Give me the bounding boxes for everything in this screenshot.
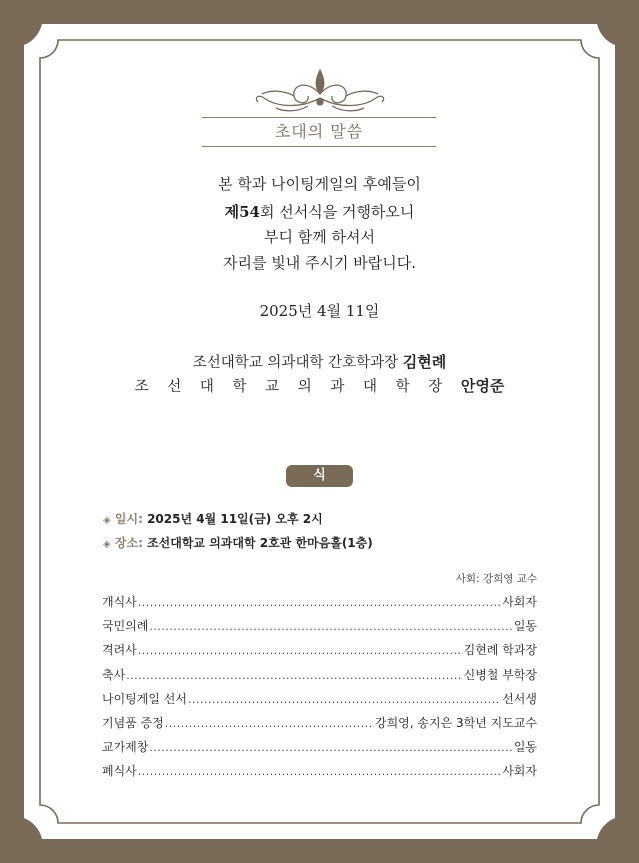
dot-leader bbox=[138, 644, 463, 657]
program-item: 개식사 bbox=[102, 595, 137, 609]
order-of-ceremony-badge: 식 순 bbox=[286, 465, 353, 487]
program-item: 축사 bbox=[102, 667, 126, 682]
invitation-line-2 bbox=[100, 201, 539, 222]
program-item: 폐식사 bbox=[102, 764, 137, 779]
program-by: 사회자 bbox=[502, 764, 537, 779]
place-row bbox=[103, 534, 373, 551]
program-row bbox=[102, 714, 537, 738]
dot-leader bbox=[149, 741, 512, 754]
invitation-line-4: 자리를 빛내 주시기 바랍니다. bbox=[223, 254, 416, 272]
fleur-ornament-icon bbox=[248, 68, 392, 116]
program-by: 사회자 bbox=[502, 595, 537, 609]
invitation-line-2-text: 회 선서식을 거행하오니 bbox=[259, 203, 415, 221]
invitation-line-3: 부디 함께 하셔서 bbox=[264, 228, 375, 246]
program-by: 선서생 bbox=[502, 691, 537, 706]
title-top-rule bbox=[202, 117, 436, 118]
datetime-key: 일시: bbox=[114, 512, 143, 526]
dot-leader bbox=[165, 717, 374, 730]
place-value: 조선대학교 의과대학 2호관 한마음홀(1층) bbox=[147, 536, 373, 550]
program-by: 강희영, 송지은 3학년 지도교수 bbox=[375, 715, 537, 730]
signature-line-2 bbox=[100, 375, 539, 396]
program-row bbox=[102, 738, 537, 762]
ceremony-date: 2025년 4월 11일 bbox=[259, 302, 380, 320]
program-row bbox=[102, 641, 537, 665]
dot-leader bbox=[188, 693, 501, 706]
program-by: 일동 bbox=[513, 740, 537, 755]
dot-leader bbox=[138, 596, 501, 609]
ceremony-number: 제54 bbox=[224, 203, 260, 221]
program-row bbox=[102, 593, 537, 617]
program-item: 기념품 증정 bbox=[102, 715, 164, 730]
host-label: 사회: 강희영 교수 bbox=[455, 573, 537, 585]
datetime-row bbox=[103, 510, 323, 527]
place-key: 장소: bbox=[114, 536, 143, 550]
program-item: 국민의례 bbox=[102, 619, 149, 634]
program-item: 나이팅게일 선서 bbox=[102, 691, 187, 706]
program-item: 격려사 bbox=[102, 643, 137, 658]
dot-leader bbox=[126, 669, 462, 682]
program-row bbox=[102, 762, 537, 786]
datetime-value: 2025년 4월 11일(금) 오후 2시 bbox=[147, 512, 323, 526]
dot-leader bbox=[138, 765, 501, 778]
signature-title: 조 선 대 학 교 의 과 대 학 장 bbox=[134, 379, 461, 395]
diamond-bullet-icon: ◈ bbox=[103, 539, 111, 550]
diamond-bullet-icon: ◈ bbox=[103, 515, 111, 526]
signature-name: 김현례 bbox=[402, 353, 447, 371]
signature-line-1 bbox=[100, 351, 539, 372]
program-row bbox=[102, 666, 537, 690]
program-by: 신병철 부학장 bbox=[463, 667, 537, 682]
program-by: 김현례 학과장 bbox=[463, 643, 537, 658]
page-title: 초대의 말씀 bbox=[274, 122, 364, 141]
dot-leader bbox=[149, 620, 512, 633]
program-item: 교가제창 bbox=[102, 740, 149, 755]
invitation-line-1: 본 학과 나이팅게일의 후예들이 bbox=[218, 175, 421, 193]
signature-name: 안영준 bbox=[460, 377, 505, 395]
program-row bbox=[102, 690, 537, 714]
program-row bbox=[102, 617, 537, 641]
signature-title: 조선대학교 의과대학 간호학과장 bbox=[192, 355, 403, 371]
program-list bbox=[102, 593, 537, 787]
program-by: 일동 bbox=[513, 619, 537, 634]
title-bottom-rule bbox=[202, 146, 436, 147]
